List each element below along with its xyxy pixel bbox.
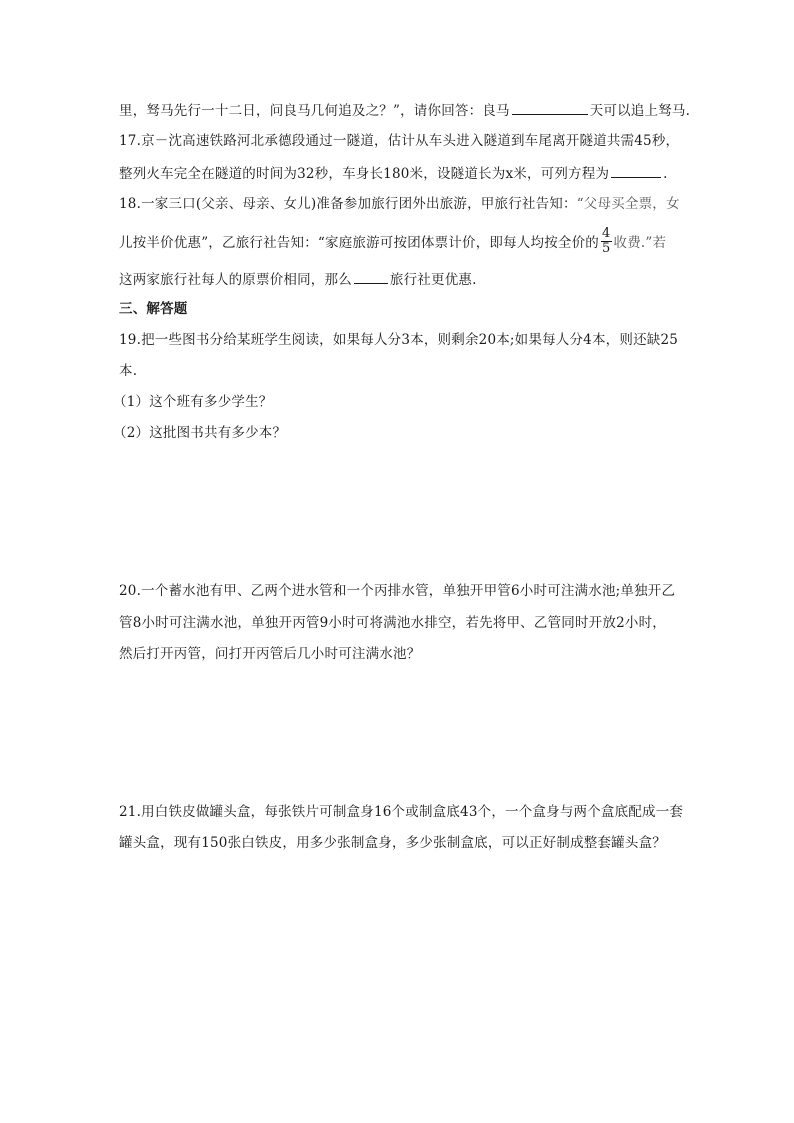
q16-line-1 xyxy=(119,100,690,121)
fraction-numerator: 4 xyxy=(602,226,611,241)
q18-line-2 xyxy=(119,226,667,258)
q18-text-1b: “父母买全票，女 xyxy=(576,196,680,212)
q18-text-2a: 儿按半价优惠”，乙旅行社告知：“家庭旅游可按团体票计价，即每人均按全价的 xyxy=(119,235,600,251)
q19-sub-question-2: （2）这批图书共有多少本？ xyxy=(113,425,287,441)
q18-answer-blank[interactable] xyxy=(354,269,388,284)
q20-line-2: 管8小时可注满水池，单独开丙管9小时可将满池水排空，若先将甲、乙管同时开放2小时， xyxy=(119,615,666,631)
q17-line-1: 17.京－沈高速铁路河北承德段通过一隧道，估计从车头进入隧道到车尾离开隧道共需45秒， xyxy=(119,133,680,149)
q18-text-2b: 收费.”若 xyxy=(613,235,667,251)
fraction-denominator: 5 xyxy=(602,241,611,256)
q18-text-1a: 18.一家三口(父亲、母亲、女儿)准备参加旅行团外出旅游，甲旅行社告知： xyxy=(119,196,577,212)
q16-answer-blank[interactable] xyxy=(512,100,588,115)
q17-text-after-blank: . xyxy=(663,166,668,182)
q21-line-2: 罐头盒，现有150张白铁皮，用多少张制盒身，多少张制盒底，可以正好制成整套罐头盒？ xyxy=(119,835,666,851)
q17-answer-blank[interactable] xyxy=(611,163,661,178)
q19-sub-question-1: （1）这个班有多少学生？ xyxy=(113,394,273,410)
q16-text-after-blank: 天可以追上驽马. xyxy=(589,103,691,119)
q18-line-1 xyxy=(119,194,680,214)
q17-line-2 xyxy=(119,163,668,184)
q19-line-1: 19.把一些图书分给某班学生阅读，如果每人分3本，则剩余20本;如果每人分4本，则还缺25 xyxy=(119,332,679,348)
q20-line-1: 20.一个蓄水池有甲、乙两个进水管和一个丙排水管，单独开甲管6小时可注满水池;单独开乙 xyxy=(119,583,676,599)
section-title-answer-questions: 三、解答题 xyxy=(119,301,188,317)
q20-line-3: 然后打开丙管，问打开丙管后几小时可注满水池？ xyxy=(119,646,421,662)
q18-line-3 xyxy=(119,269,477,290)
q18-fraction xyxy=(601,227,611,256)
q17-text-before-blank: 整列火车完全在隧道的时间为32秒，车身长180米，设隧道长为x米，可列方程为 xyxy=(119,166,610,182)
q19-line-2: 本. xyxy=(119,363,138,379)
q16-text-before-blank: 里，驽马先行一十二日，问良马几何追及之？”，请你回答：良马 xyxy=(119,103,510,119)
q18-text-before-blank: 这两家旅行社每人的原票价相同，那么 xyxy=(119,272,352,288)
q21-line-1: 21.用白铁皮做罐头盒，每张铁片可制盒身16个或制盒底43个，一个盒身与两个盒底配成一套 xyxy=(119,804,684,820)
q18-text-after-blank: 旅行社更优惠. xyxy=(389,272,477,288)
